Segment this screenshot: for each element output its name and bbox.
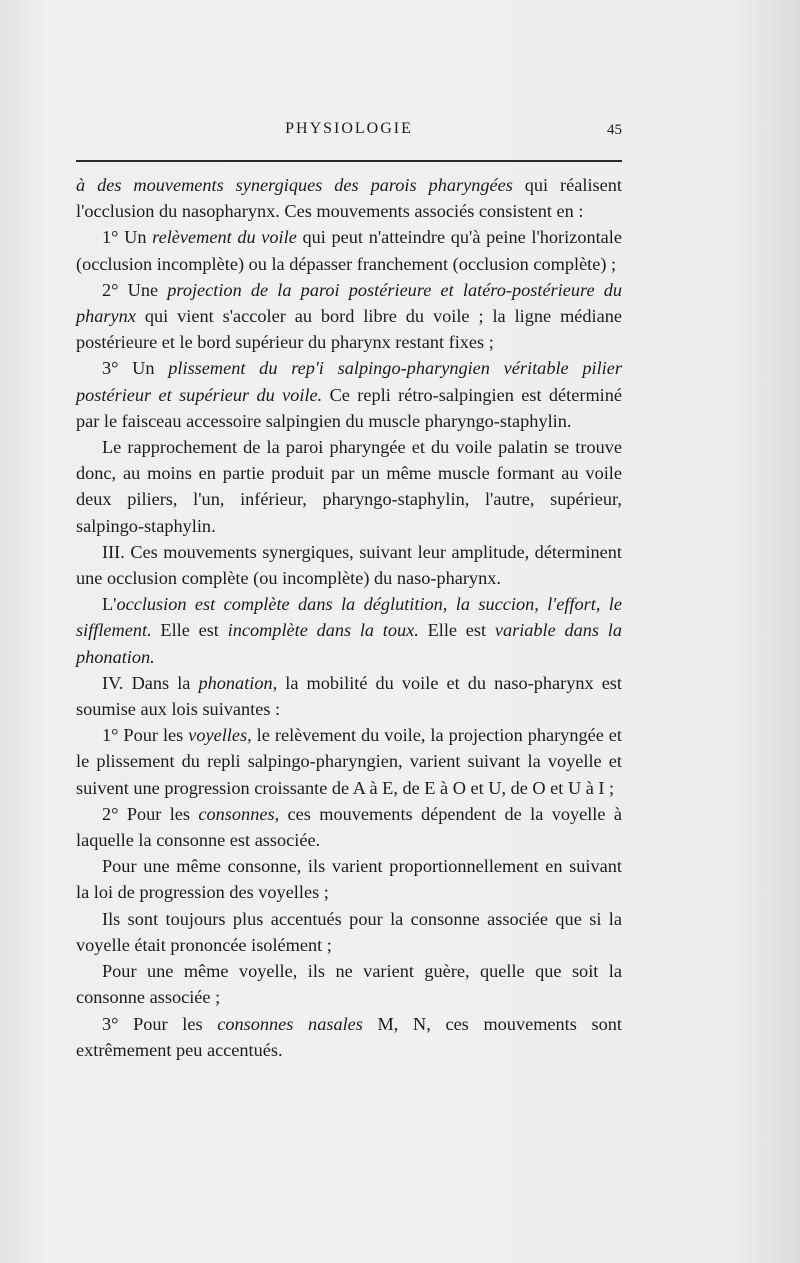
paragraph: L'occlusion est complète dans la déglutition, la succion, l'effort, le sifflement. Elle est incomplète dans la toux. Elle est variable dans la phonation.	[76, 594, 622, 667]
paragraph: à des mouvements synergiques des parois pharyngées qui réalisent l'occlusion du nasopharynx. Ces mouvements associés consistent en :	[76, 175, 622, 222]
page-header	[76, 120, 622, 150]
paragraph: 2° Une projection de la paroi postérieure et latéro-postérieure du pharynx qui vient s'accoler au bord libre du voile ; la ligne médiane postérieure et le bord supérieur du pharynx restant fixes ;	[76, 279, 622, 353]
page-number: 45	[607, 122, 622, 138]
paragraph: 2° Pour les consonnes, ces mouvements dépendent de la voyelle à laquelle la consonne est associée.	[76, 803, 622, 851]
running-head: PHYSIOLOGIE	[285, 120, 413, 137]
paragraph: III. Ces mouvements synergiques, suivant leur amplitude, déterminent une occlusion complète (ou incomplète) du naso-pharynx.	[76, 541, 622, 589]
paragraph: Pour une même voyelle, ils ne varient guère, quelle que soit la consonne associée ;	[76, 961, 622, 1008]
paragraph: 1° Pour les voyelles, le relèvement du voile, la projection pharyngée et le plissement du repli salpingo-pharyngien, varient suivant la voyelle et suivent une progression croissante de A à E, de E à O et U, de O et U à I ;	[76, 725, 622, 798]
paragraph: IV. Dans la phonation, la mobilité du voile et du naso-pharynx est soumise aux lois suivantes :	[76, 672, 622, 720]
paragraph: 1° Un relèvement du voile qui peut n'atteindre qu'à peine l'horizontale (occlusion incomplète) ou la dépasser franchement (occlusion complète) ;	[76, 227, 622, 274]
paragraph: Ils sont toujours plus accentués pour la consonne associée que si la voyelle était prononcée isolément ;	[76, 908, 622, 955]
header-rule	[76, 160, 622, 162]
paragraph: Pour une même consonne, ils varient proportionnellement en suivant la loi de progression des voyelles ;	[76, 856, 622, 903]
paragraph: 3° Pour les consonnes nasales M, N, ces mouvements sont extrêmement peu accentués.	[76, 1013, 622, 1060]
paragraph: Le rapprochement de la paroi pharyngée et du voile palatin se trouve donc, au moins en partie produit par un même muscle formant au voile deux piliers, l'un, inférieur, pharyngo-staphylin, l'autre, supérieur, salpingo-staphylin.	[76, 437, 622, 536]
paragraph: 3° Un plissement du rep'i salpingo-pharyngien véritable pilier postérieur et supérieur du voile. Ce repli rétro-salpingien est déterminé par le faisceau accessoire salpingien du muscle pharyngo-staphylin.	[76, 358, 623, 431]
page-body	[76, 172, 622, 1063]
